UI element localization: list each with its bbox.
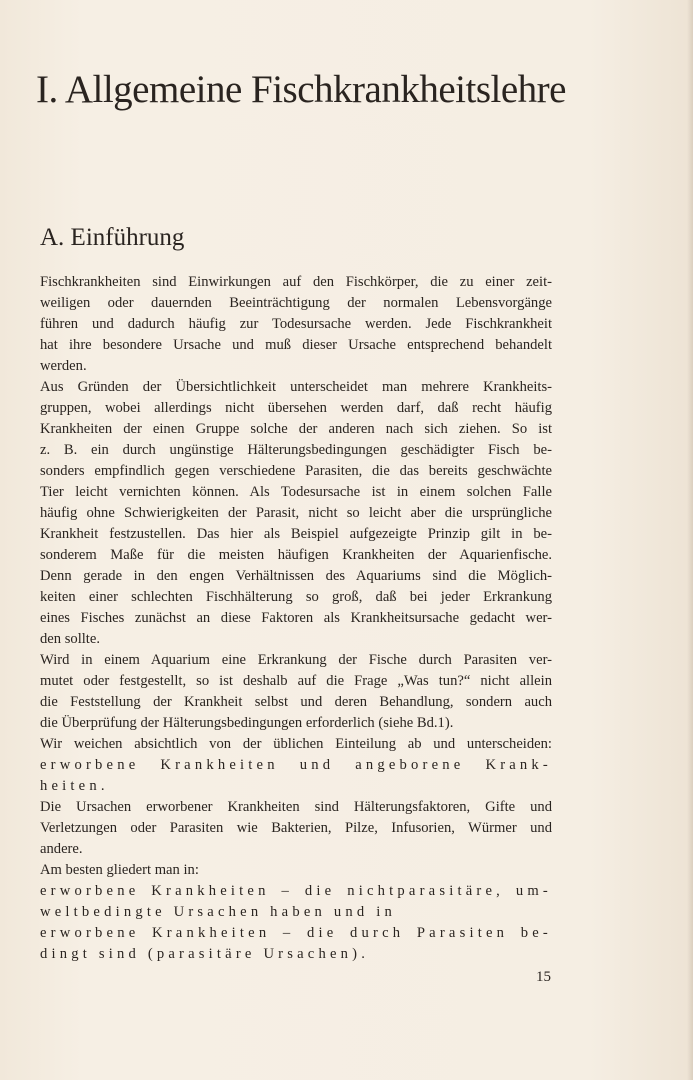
text-line-spaced: heiten.: [40, 778, 109, 794]
page-number: 15: [536, 969, 551, 985]
text-line-spaced: erworbene Krankheiten – die nichtparasitäre, um-: [40, 883, 552, 899]
text-line: die Feststellung der Krankheit selbst und deren Behandlung, sondern auch: [40, 694, 552, 710]
text-line: keiten einer schlechten Fischhälterung so groß, daß bei jeder Erkrankung: [40, 589, 552, 605]
text-line: sonders empfindlich gegen verschiedene Parasiten, die das bereits geschwächte: [40, 463, 552, 479]
page-edge-shadow: [687, 0, 693, 1080]
text-line: Wir weichen absichtlich von der üblichen Einteilung ab und unterscheiden:: [40, 736, 552, 752]
text-line-spaced: dingt sind (parasitäre Ursachen).: [40, 946, 370, 962]
text-line: weiligen oder dauernden Beeinträchtigung der normalen Lebensvorgänge: [40, 295, 552, 311]
text-line: andere.: [40, 841, 83, 857]
text-line: Krankheiten der einen Gruppe solche der anderen nach sich ziehen. So ist: [40, 421, 552, 437]
text-line: eines Fisches zunächst an diese Faktoren als Krankheitsursache gedacht wer-: [40, 610, 552, 626]
text-line: hat ihre besondere Ursache und muß dieser Ursache entsprechend behandelt: [40, 337, 552, 353]
text-line-spaced: weltbedingte Ursachen haben und in: [40, 904, 396, 920]
text-line: den sollte.: [40, 631, 100, 647]
text-line: Verletzungen oder Parasiten wie Bakterien, Pilze, Infusorien, Würmer und: [40, 820, 552, 836]
text-line: mutet oder festgestellt, so ist deshalb auf die Frage „Was tun?“ nicht allein: [40, 673, 552, 689]
text-line: Denn gerade in den engen Verhältnissen des Aquariums sind die Möglich-: [40, 568, 552, 584]
text-line: werden.: [40, 358, 87, 374]
text-line: Aus Gründen der Übersichtlichkeit unterscheidet man mehrere Krankheits-: [40, 379, 552, 395]
text-line: gruppen, wobei allerdings nicht übersehen werden darf, daß recht häufig: [40, 400, 552, 416]
text-line: Am besten gliedert man in:: [40, 862, 199, 878]
text-line: sonderem Maße für die meisten häufigen Krankheiten der Aquarienfische.: [40, 547, 552, 563]
text-line: führen und dadurch häufig zur Todesursache werden. Jede Fischkrankheit: [40, 316, 552, 332]
text-line-spaced: erworbene Krankheiten – die durch Parasiten be-: [40, 925, 552, 941]
text-line: Krankheit festzustellen. Das hier als Beispiel aufgezeigte Prinzip gilt in be-: [40, 526, 552, 542]
text-line: Fischkrankheiten sind Einwirkungen auf den Fischkörper, die zu einer zeit-: [40, 274, 552, 290]
text-line: die Überprüfung der Hälterungsbedingungen erforderlich (siehe Bd.1).: [40, 715, 454, 731]
body-text: [40, 272, 552, 965]
section-title: A. Einführung: [40, 224, 185, 251]
text-line: z. B. ein durch ungünstige Hälterungsbedingungen geschädigter Fisch be-: [40, 442, 552, 458]
text-line-spaced: erworbene Krankheiten und angeborene Krank-: [40, 757, 552, 773]
chapter-title: I. Allgemeine Fischkrankheitslehre: [36, 68, 566, 111]
text-line: häufig ohne Schwierigkeiten der Parasit, nicht so leicht aber die ursprüngliche: [40, 505, 552, 521]
text-line: Tier leicht vernichten können. Als Todesursache ist in einem solchen Falle: [40, 484, 552, 500]
text-line: Wird in einem Aquarium eine Erkrankung der Fische durch Parasiten ver-: [40, 652, 552, 668]
text-line: Die Ursachen erworbener Krankheiten sind Hälterungsfaktoren, Gifte und: [40, 799, 552, 815]
